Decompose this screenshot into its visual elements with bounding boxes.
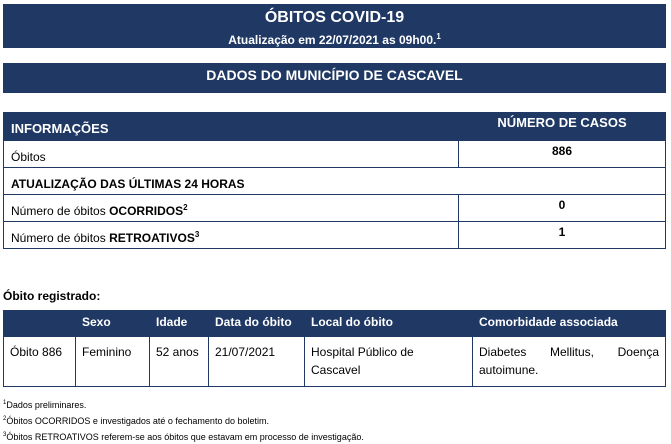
- cell-comorbidade: Diabetes Mellitus, Doença autoimune.: [473, 337, 666, 387]
- report-header: [3, 4, 666, 48]
- report-title: ÓBITOS COVID-19: [264, 9, 405, 26]
- table-row: [4, 337, 666, 387]
- cell-obito: Óbito 886: [4, 337, 76, 387]
- col-casos: NÚMERO DE CASOS: [459, 113, 666, 141]
- municipality-banner: DADOS DO MUNICÍPIO DE CASCAVEL: [3, 63, 666, 93]
- col-comorbidade: Comorbidade associada: [473, 311, 666, 337]
- section-label: ATUALIZAÇÃO DAS ÚLTIMAS 24 HORAS: [4, 168, 666, 195]
- col-local: Local do óbito: [305, 311, 473, 337]
- table-row: [4, 222, 666, 249]
- row-retroativos-label: Número de óbitos RETROATIVOS$^3$: [4, 222, 459, 249]
- table-row: [4, 195, 666, 222]
- footnote-1: $^1$Dados preliminares.: [3, 400, 87, 410]
- info-table-header: [4, 113, 666, 141]
- col-info: INFORMAÇÕES: [4, 113, 459, 141]
- obito-table: [3, 310, 666, 387]
- col-idade: Idade: [150, 311, 209, 337]
- row-retroativos-value: 1: [459, 222, 666, 249]
- footnote-2: $^2$Óbitos OCORRIDOS e investigados até o fechamento do boletim.: [3, 416, 269, 426]
- row-obitos-value: 886: [459, 141, 666, 168]
- footnote-3: $^3$Óbitos RETROATIVOS referem-se aos óbitos que estavam em processo de investigação.: [3, 432, 364, 442]
- footnotes: [3, 396, 364, 444]
- cell-sexo: Feminino: [76, 337, 150, 387]
- table-row: [4, 141, 666, 168]
- cell-local: Hospital Público de Cascavel: [305, 337, 473, 387]
- cell-idade: 52 anos: [150, 337, 209, 387]
- row-obitos-label: Óbitos: [4, 141, 459, 168]
- row-ocorridos-label: Número de óbitos OCORRIDOS$^2$: [4, 195, 459, 222]
- info-table: [3, 112, 666, 249]
- cell-data: 21/07/2021: [209, 337, 305, 387]
- table-row: [4, 168, 666, 195]
- obito-section-title: Óbito registrado:: [3, 289, 101, 303]
- col-blank: [4, 311, 76, 337]
- footnote-ref: 1: [436, 32, 441, 41]
- update-date: Atualização em 22/07/2021 as 09h00.$^1$: [228, 32, 441, 47]
- obito-table-header: [4, 311, 666, 337]
- col-data: Data do óbito: [209, 311, 305, 337]
- col-sexo: Sexo: [76, 311, 150, 337]
- row-ocorridos-value: 0: [459, 195, 666, 222]
